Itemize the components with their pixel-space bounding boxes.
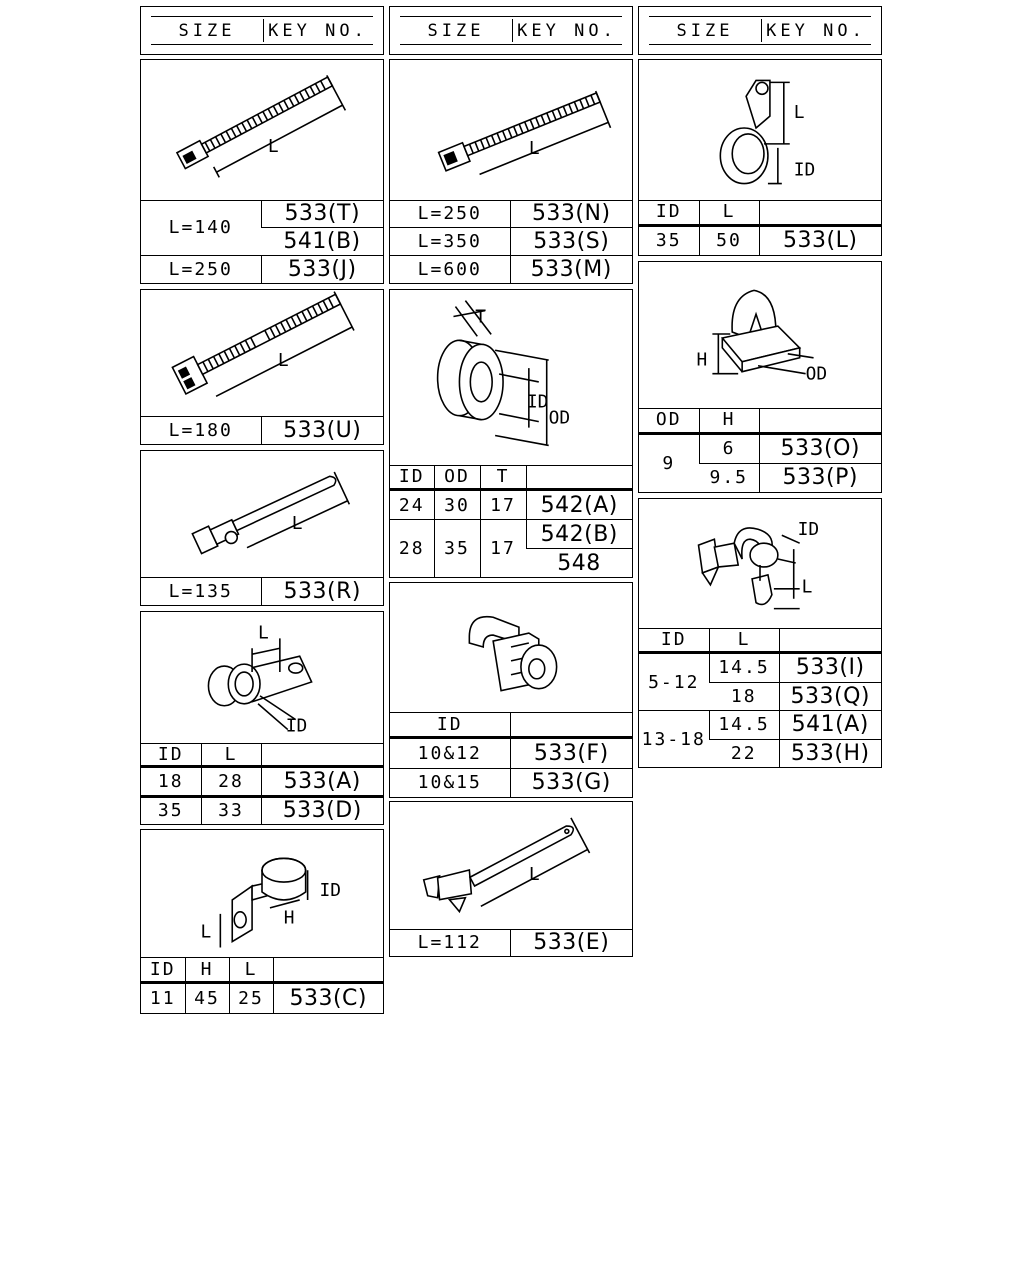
id-cell: 24 [390,490,434,520]
key-header [510,712,632,738]
key-header [759,200,881,225]
size-cell: L=135 [168,580,233,602]
key-header [526,465,632,490]
column-header-1 [140,6,384,55]
id-header: ID [398,466,425,488]
part-clamp-533l [638,59,882,256]
l-cell: 18 [709,682,779,710]
size-cell: L=350 [390,227,510,255]
od-cell: 35 [434,520,480,577]
key-number-cell[interactable]: 533(G) [510,768,632,797]
h-cell: 6 [699,433,759,463]
part-cable-tie-533e [389,801,633,957]
id-header: ID [436,713,463,735]
key-number-cell[interactable]: 533(T) [261,200,383,227]
inner-diameter-label: ID [319,879,342,901]
length-dimension-label: L [291,512,303,534]
key-number-cell[interactable]: 533(Q) [779,682,881,710]
h-header: H [185,957,229,983]
key-header [273,957,383,983]
size-cell: L=140 [168,217,233,238]
part-cable-tie-533u [140,289,384,445]
key-header [779,628,881,653]
column-header-3 [638,6,882,55]
length-dimension-label: L [277,349,289,371]
part-grommet-542a [389,289,633,578]
id-cell: 5-12 [639,653,709,711]
id-cell: 11 [141,983,185,1013]
cable-tie-illustration [390,802,632,930]
thickness-label: T [475,306,487,328]
t-cell: 17 [480,490,526,520]
size-header: SIZE [427,20,485,41]
inner-diameter-label: ID [793,159,816,181]
part-clip-533i [638,498,882,768]
inner-diameter-label: ID [526,391,549,413]
od-cell: 30 [434,490,480,520]
cable-tie-illustration [390,60,632,201]
cable-tie-illustration [141,451,383,578]
clip-illustration [141,612,383,744]
key-number-cell[interactable]: 533(F) [510,738,632,769]
clip-illustration [390,583,632,713]
key-header [261,743,383,767]
key-number-cell[interactable]: 541(B) [261,227,383,255]
size-cell: L=112 [417,932,482,953]
size-header: SIZE [178,20,236,41]
clip-illustration [639,499,881,629]
l-cell: 33 [201,796,261,824]
key-number-cell[interactable]: 548 [526,549,632,577]
l-cell: 28 [201,767,261,796]
size-cell: L=250 [417,202,482,224]
key-number-cell[interactable]: 533(D) [261,796,383,824]
key-number-cell[interactable]: 533(M) [510,256,632,284]
key-no-header: KEY NO. [268,20,368,41]
key-number-cell[interactable]: 533(A) [261,767,383,796]
cable-tie-illustration [141,290,383,417]
id-cell: 35 [639,225,699,255]
key-number-cell[interactable]: 542(B) [526,520,632,549]
l-header: L [229,957,273,983]
cable-tie-illustration [141,60,383,201]
length-dimension-label: L [793,102,805,124]
column-header-2 [389,6,633,55]
l-header: L [201,743,261,767]
size-cell: L=180 [168,419,233,441]
size-cell: L=600 [390,256,510,284]
key-number-cell[interactable]: 533(R) [261,577,383,605]
key-number-cell[interactable]: 533(L) [759,225,881,255]
key-number-cell[interactable]: 533(O) [759,433,881,463]
h-cell: 45 [185,983,229,1013]
part-clip-533a [140,611,384,825]
length-dimension-label: L [528,863,540,885]
height-label: H [283,907,295,929]
l-header: L [699,200,759,225]
key-number-cell[interactable]: 533(P) [759,463,881,492]
id-cell: 28 [390,520,434,577]
id-header: ID [149,958,176,980]
clip-illustration [639,262,881,409]
part-cable-tie-533t [140,59,384,284]
key-number-cell[interactable]: 533(J) [261,256,383,284]
key-number-cell[interactable]: 533(C) [273,983,383,1013]
key-no-header: KEY NO. [517,20,617,41]
length-dimension-label: L [267,135,279,157]
id-header: ID [660,629,687,651]
key-number-cell[interactable]: 533(U) [261,416,383,444]
l-cell: 50 [699,225,759,255]
l-header: L [709,628,779,653]
key-number-cell[interactable]: 533(H) [779,739,881,767]
length-dimension-label: L [200,921,212,943]
key-number-cell[interactable]: 533(I) [779,653,881,683]
part-cable-tie-533r [140,450,384,606]
h-header: H [699,408,759,433]
l-cell: 14.5 [709,653,779,683]
part-cable-tie-533n [389,59,633,284]
t-header: T [480,465,526,490]
size-cell: L=250 [141,256,261,284]
outer-diameter-label: OD [805,363,828,385]
l-cell: 25 [229,983,273,1013]
id-header: ID [157,743,184,765]
id-cell: 10&12 [390,738,510,769]
od-header: OD [434,465,480,490]
od-header: OD [655,409,682,431]
l-cell: 22 [709,739,779,767]
key-number-cell[interactable]: 533(N) [510,200,632,227]
key-number-cell[interactable]: 533(E) [510,929,632,956]
id-cell: 13-18 [639,711,709,767]
height-label: H [696,349,708,371]
clamp-illustration [639,60,881,201]
length-dimension-label: L [258,622,269,644]
t-cell: 17 [480,520,526,577]
inner-diameter-label: ID [285,715,308,737]
inner-diameter-label: ID [797,519,820,541]
part-clip-533o [638,261,882,493]
key-no-header: KEY NO. [766,20,866,41]
size-header: SIZE [676,20,734,41]
outer-diameter-label: OD [548,407,571,429]
id-cell: 10&15 [390,768,510,797]
l-cell: 14.5 [709,711,779,739]
length-dimension-label: L [801,576,813,598]
key-header [759,408,881,433]
clip-illustration [141,830,383,958]
part-clip-533c [140,829,384,1014]
length-dimension-label: L [528,137,540,159]
od-cell: 9 [639,433,699,492]
key-number-cell[interactable]: 542(A) [526,490,632,520]
id-cell: 35 [141,796,201,824]
id-cell: 18 [141,767,201,796]
id-header: ID [655,201,682,223]
part-clip-533f [389,582,633,798]
grommet-illustration [390,290,632,466]
key-number-cell[interactable]: 541(A) [779,711,881,739]
key-number-cell[interactable]: 533(S) [510,227,632,255]
h-cell: 9.5 [699,463,759,492]
